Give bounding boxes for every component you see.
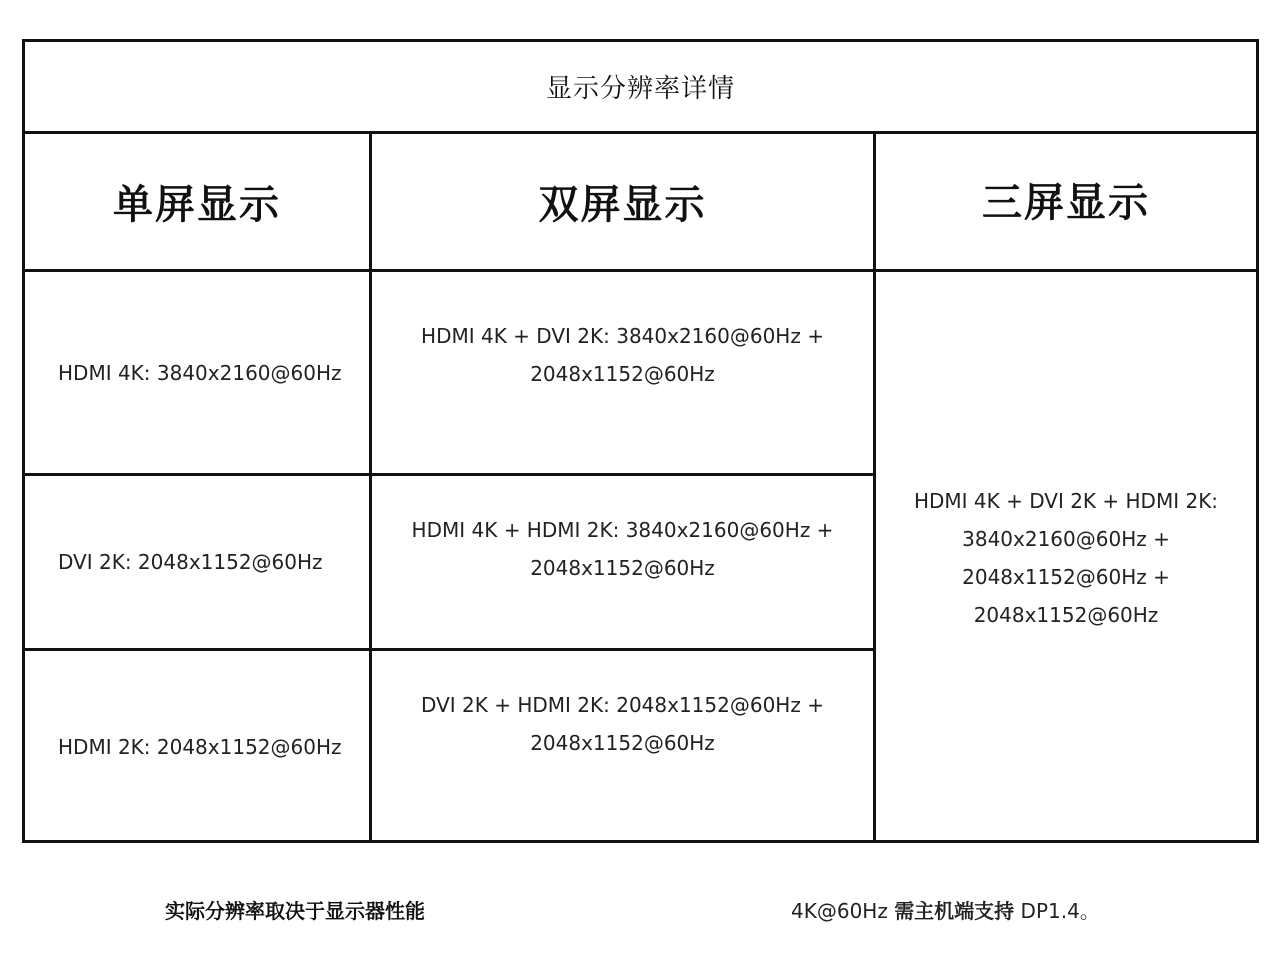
single-row-2: DVI 2K: 2048x1152@60Hz [58, 550, 323, 574]
dual-row-3-line-2: 2048x1152@60Hz [530, 731, 715, 755]
table-title: 显示分辨率详情 [25, 42, 1256, 134]
header-dual: 双屏显示 [538, 182, 707, 228]
triple-line-4: 2048x1152@60Hz [973, 602, 1159, 627]
note-dp-requirement [791, 895, 1100, 924]
dual-row-1-line-2: 2048x1152@60Hz [530, 362, 715, 386]
dual-row-2 [372, 476, 873, 622]
dual-row-1-line-1: HDMI 4K + DVI 2K: 3840x2160@60Hz + [421, 324, 824, 348]
dual-row-1 [372, 272, 873, 438]
triple-line-1: HDMI 4K + DVI 2K + HDMI 2K: [913, 488, 1219, 513]
single-row-3: HDMI 2K: 2048x1152@60Hz [58, 735, 342, 759]
note-dp-prefix: 4K@60Hz [791, 899, 895, 923]
resolution-table [22, 39, 1259, 843]
dual-row-2-line-2: 2048x1152@60Hz [530, 556, 715, 580]
triple-line-3: 2048x1152@60Hz + [962, 564, 1170, 589]
dual-row-3-line-1: DVI 2K + HDMI 2K: 2048x1152@60Hz + [421, 693, 824, 717]
dual-row-2-line-1: HDMI 4K + HDMI 2K: 3840x2160@60Hz + [411, 518, 834, 542]
header-triple: 三屏显示 [982, 179, 1150, 226]
note-performance: 实际分辨率取决于显示器性能 [165, 899, 425, 923]
header-single: 单屏显示 [113, 182, 281, 228]
dual-row-3 [372, 651, 873, 797]
triple-line-2: 3840x2160@60Hz + [962, 526, 1170, 551]
note-dp-cn: 需主机端支持 [894, 899, 1015, 923]
triple-cell [876, 272, 1256, 843]
single-row-1: HDMI 4K: 3840x2160@60Hz [58, 360, 342, 385]
note-dp-suffix: DP1.4。 [1014, 899, 1100, 923]
